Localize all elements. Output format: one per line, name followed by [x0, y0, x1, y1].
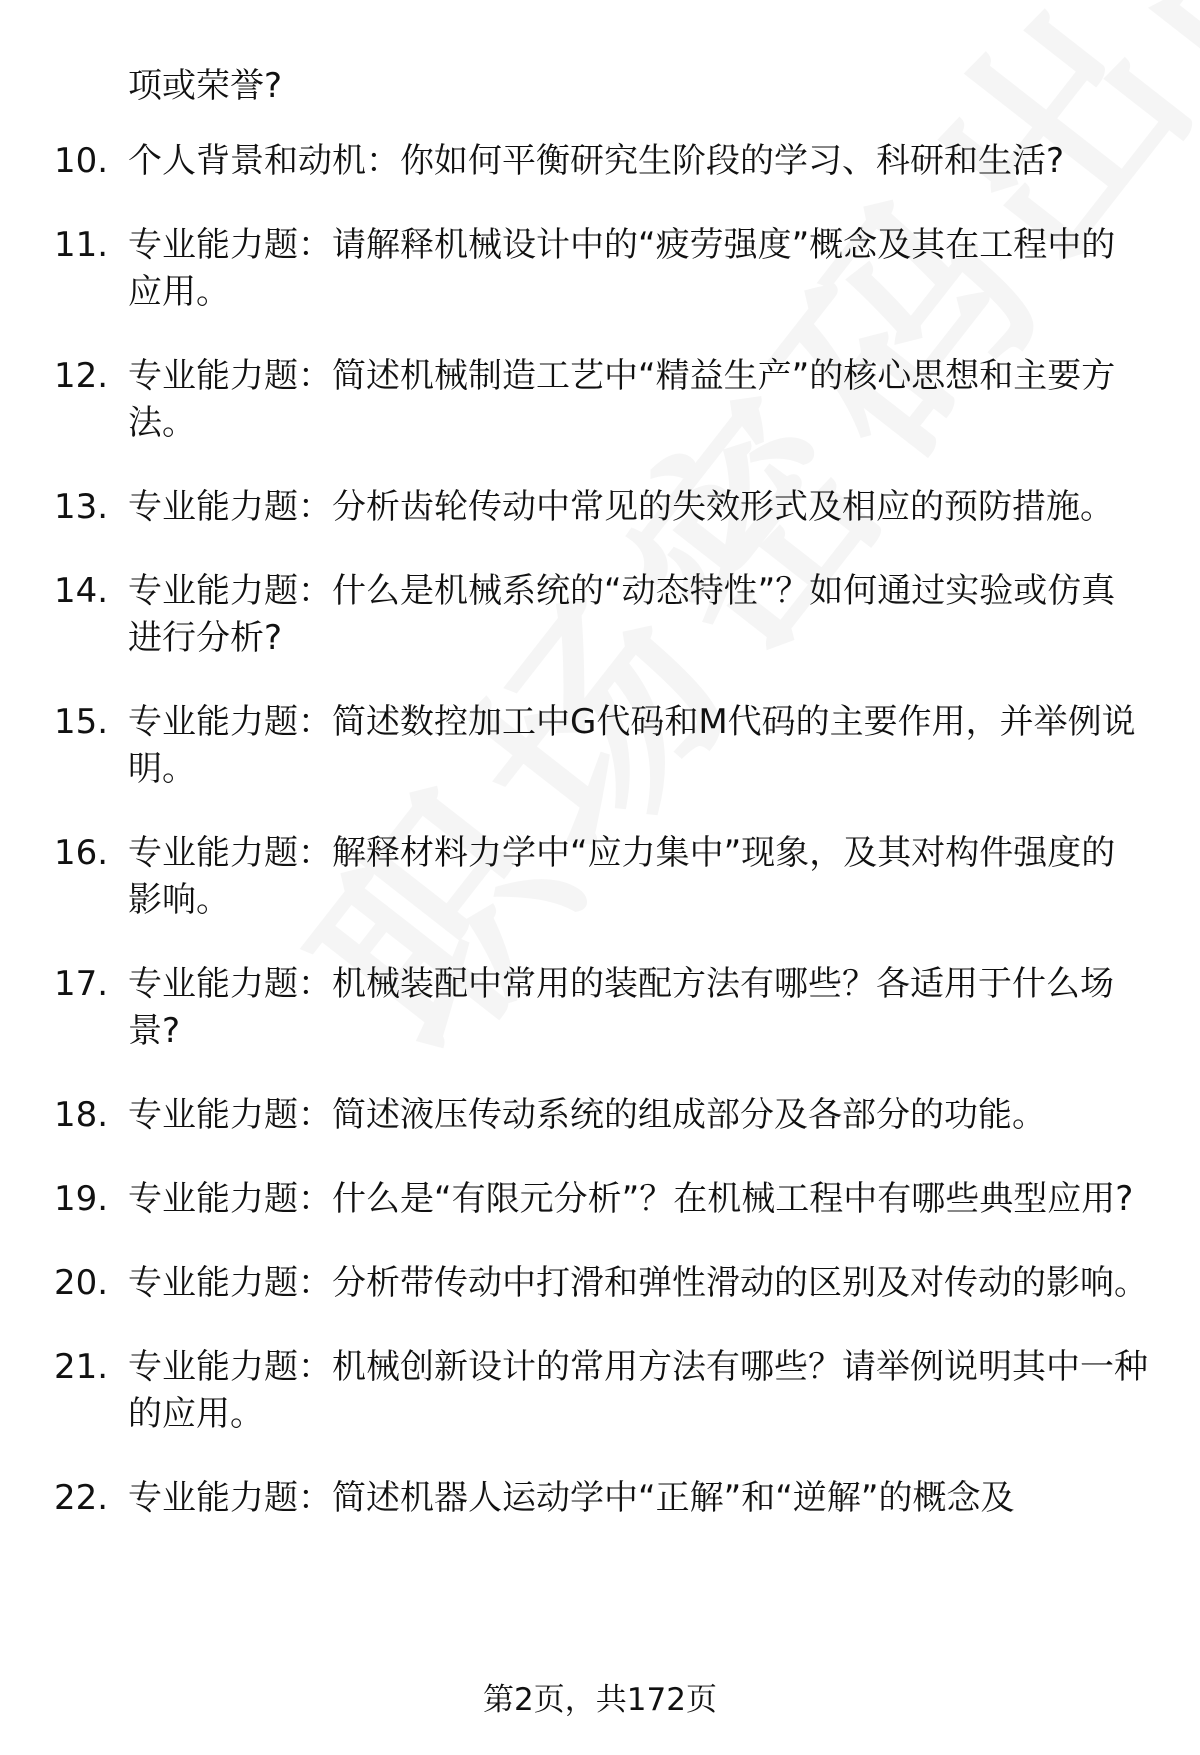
question-item-22 [54, 1475, 1154, 1522]
question-number: 11. [54, 225, 109, 265]
question-number: 10. [54, 141, 109, 181]
question-number: 15. [54, 702, 109, 742]
question-number: 12. [54, 356, 109, 396]
question-continuation-text: 项或荣誉? [128, 66, 283, 106]
question-number: 14. [54, 571, 109, 611]
question-item-16 [54, 830, 1154, 924]
question-item-20 [54, 1260, 1154, 1307]
question-number: 13. [54, 487, 109, 527]
question-list [54, 138, 1154, 1522]
question-item-21 [54, 1344, 1154, 1438]
question-number: 17. [54, 964, 109, 1004]
question-item-18 [54, 1092, 1154, 1139]
question-text: 专业能力题：机械创新设计的常用方法有哪些？请举例说明其中一种的应用。 [128, 1347, 1148, 1434]
question-number: 20. [54, 1263, 109, 1303]
question-text: 专业能力题：解释材料力学中“应力集中”现象，及其对构件强度的影响。 [128, 833, 1116, 920]
question-text: 专业能力题：请解释机械设计中的“疲劳强度”概念及其在工程中的应用。 [128, 225, 1116, 312]
question-text: 专业能力题：简述机器人运动学中“正解”和“逆解”的概念及 [128, 1478, 1015, 1518]
question-text: 专业能力题：什么是“有限元分析”？在机械工程中有哪些典型应用? [128, 1179, 1134, 1219]
question-text: 专业能力题：简述数控加工中G代码和M代码的主要作用，并举例说明。 [128, 702, 1136, 789]
question-text: 个人背景和动机：你如何平衡研究生阶段的学习、科研和生活? [128, 141, 1065, 181]
question-text: 专业能力题：简述液压传动系统的组成部分及各部分的功能。 [128, 1095, 1046, 1135]
page-footer: 第2页，共172页 [483, 1682, 717, 1718]
question-item-17 [54, 961, 1154, 1055]
question-number: 22. [54, 1478, 109, 1518]
question-text: 专业能力题：什么是机械系统的“动态特性”？如何通过实验或仿真进行分析? [128, 571, 1116, 658]
question-number: 16. [54, 833, 109, 873]
question-item-11 [54, 222, 1154, 316]
question-item-12 [54, 353, 1154, 447]
question-text: 专业能力题：机械装配中常用的装配方法有哪些？各适用于什么场景? [128, 964, 1114, 1051]
question-number: 19. [54, 1179, 109, 1219]
question-number: 18. [54, 1095, 109, 1135]
question-number: 21. [54, 1347, 109, 1387]
question-item-10 [54, 138, 1154, 185]
question-item-14 [54, 568, 1154, 662]
question-text: 专业能力题：分析齿轮传动中常见的失效形式及相应的预防措施。 [128, 487, 1114, 527]
question-text: 专业能力题：简述机械制造工艺中“精益生产”的核心思想和主要方法。 [128, 356, 1116, 443]
question-text: 专业能力题：分析带传动中打滑和弹性滑动的区别及对传动的影响。 [128, 1263, 1148, 1303]
question-item-13 [54, 484, 1154, 531]
question-item-15 [54, 699, 1154, 793]
question-item-19 [54, 1176, 1154, 1223]
